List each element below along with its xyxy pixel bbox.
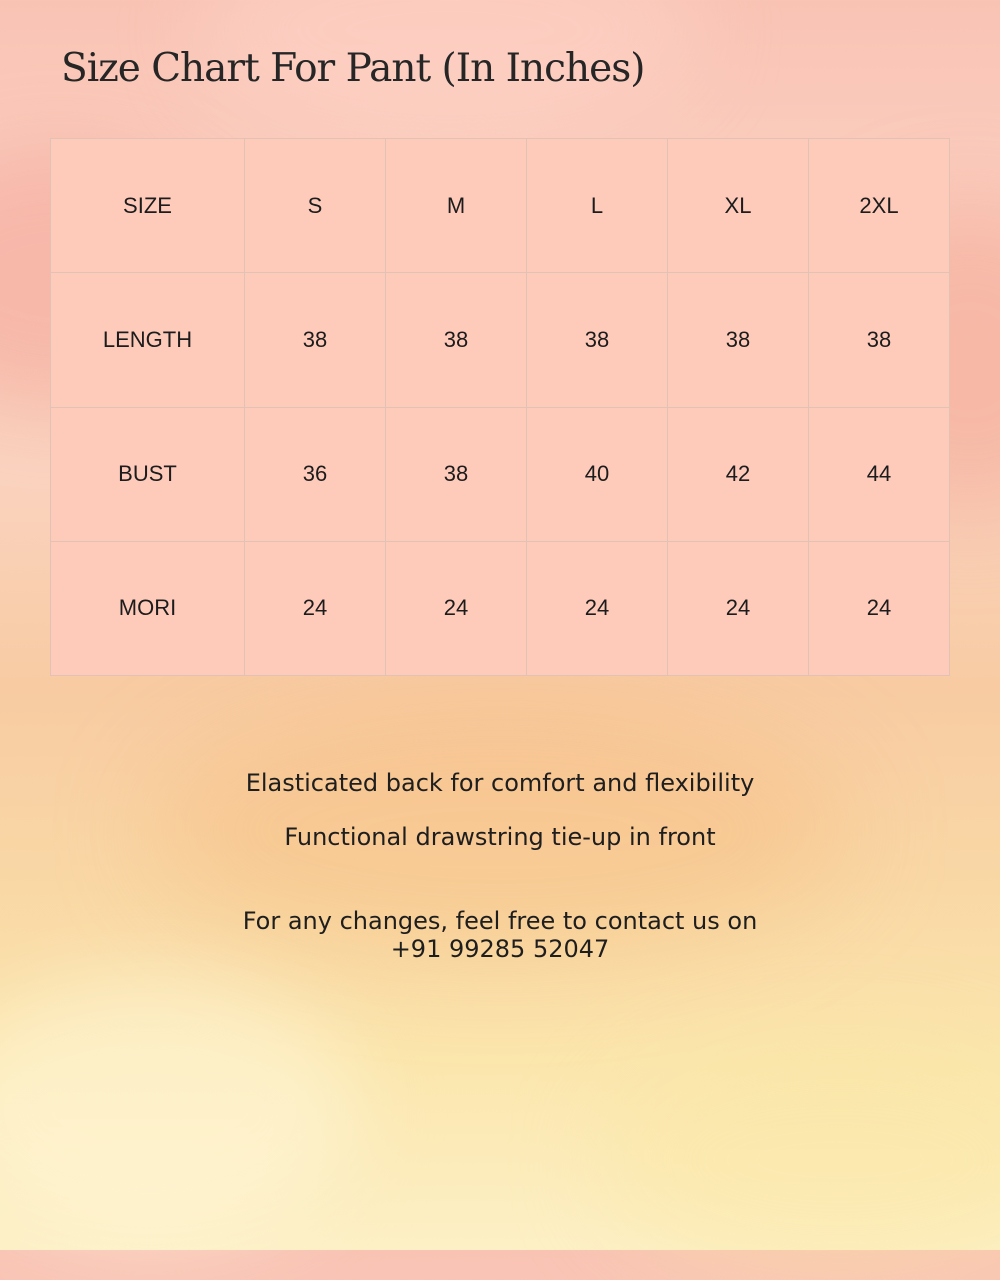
table-cell: 24	[668, 541, 809, 675]
header-cell: M	[386, 139, 527, 273]
table-header-row	[51, 139, 950, 273]
header-cell: SIZE	[51, 139, 245, 273]
table-cell: 38	[386, 407, 527, 541]
background-wash	[0, 980, 360, 1240]
phone-number: +91 99285 52047	[390, 935, 610, 963]
note-drawstring: Functional drawstring tie-up in front	[284, 823, 716, 851]
table-cell: 36	[245, 407, 386, 541]
row-label: BUST	[51, 407, 245, 541]
row-label: LENGTH	[51, 273, 245, 407]
row-label: MORI	[51, 541, 245, 675]
header-cell: L	[527, 139, 668, 273]
background-wash	[600, 1040, 1000, 1280]
contact-info	[0, 907, 1000, 963]
table-row	[51, 541, 950, 675]
contact-line: For any changes, feel free to contact us on	[242, 907, 758, 935]
table-cell: 24	[527, 541, 668, 675]
table-cell: 44	[809, 407, 950, 541]
table-cell: 24	[809, 541, 950, 675]
header-cell: S	[245, 139, 386, 273]
table-cell: 24	[386, 541, 527, 675]
table-cell: 24	[245, 541, 386, 675]
size-chart-table	[50, 138, 950, 676]
table-cell: 38	[668, 273, 809, 407]
table-cell: 38	[527, 273, 668, 407]
page-title: Size Chart For Pant (In Inches)	[61, 46, 645, 91]
table-cell: 40	[527, 407, 668, 541]
note-elasticated-back: Elasticated back for comfort and flexibility	[245, 769, 755, 797]
header-cell: XL	[668, 139, 809, 273]
table-row	[51, 273, 950, 407]
table-cell: 38	[809, 273, 950, 407]
table-cell: 38	[245, 273, 386, 407]
header-cell: 2XL	[809, 139, 950, 273]
table-cell: 38	[386, 273, 527, 407]
table-row	[51, 407, 950, 541]
table-cell: 42	[668, 407, 809, 541]
